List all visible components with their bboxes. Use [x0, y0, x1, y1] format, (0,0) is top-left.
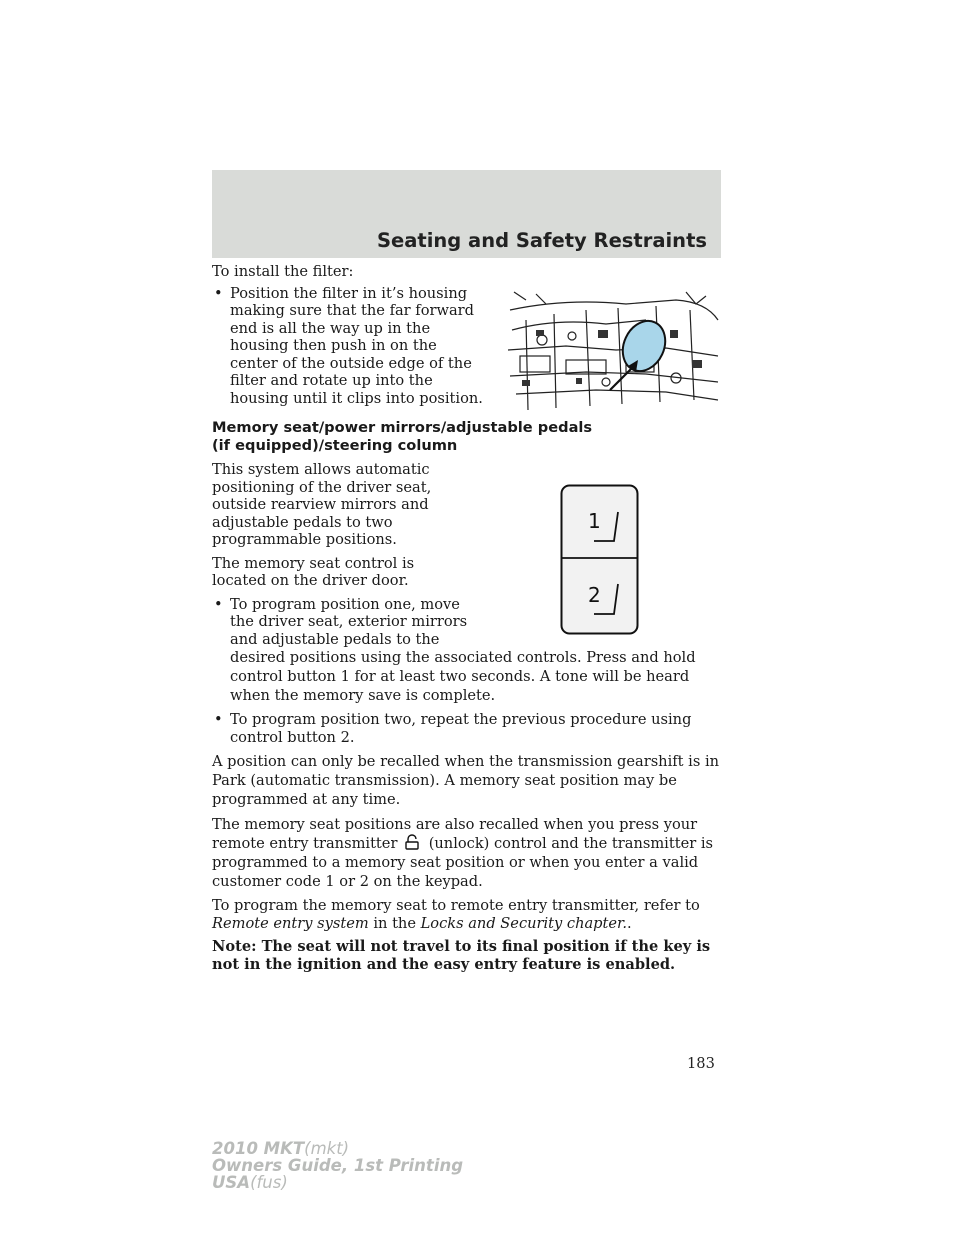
- locks-security-reference: Locks and Security chapter.: [420, 914, 628, 932]
- svg-text:1: 1: [588, 509, 601, 533]
- easy-entry-note: Note: The seat will not travel to its final position if the key is not in the ignition and the easy entry feature is enabled.: [212, 938, 711, 973]
- memory-intro: This system allows automatic positioning of the driver seat, outside rearview mirrors and adjustable pedals to two programmable positions.: [212, 461, 432, 548]
- filter-intro: To install the filter:: [212, 263, 354, 280]
- chapter-title: Seating and Safety Restraints: [376, 229, 707, 252]
- chapter-header: [212, 170, 721, 258]
- program-position-one: • To program position one, move the driver seat, exterior mirrors and adjustable pedals to the: [212, 596, 722, 649]
- memory-location: The memory seat control is located on the driver door.: [212, 554, 415, 589]
- remote-recall: The memory seat positions are also recalled when you press your remote entry transmitter (unlock) control and the transmitter is programmed to a memory seat position or when you enter a valid customer code 1 or 2 on the keypad.: [212, 816, 713, 890]
- remote-entry-reference: Remote entry system: [212, 914, 369, 932]
- filter-step: • Position the filter in it’s housing making sure that the far forward end is all the way up in the housing then push in on the center of the outside edge of the filter and rotate up into the housing until it clips into position.: [212, 285, 488, 408]
- remote-programming: To program the memory seat to remote entry transmitter, refer to Remote entry system in the Locks and Security chapter..: [212, 897, 700, 932]
- footer-imprint: 2010 MKT(mkt) Owners Guide, 1st Printing USA(fus): [212, 1139, 464, 1192]
- svg-text:2: 2: [588, 583, 601, 607]
- unlock-icon: [404, 834, 420, 850]
- page-number: 183: [687, 1055, 715, 1072]
- program-position-two: • To program position two, repeat the previous procedure using control button 2.: [212, 711, 722, 746]
- section-heading: Memory seat/power mirrors/adjustable pedals (if equipped)/steering column: [212, 419, 593, 454]
- program-position-one-cont: desired positions using the associated controls. Press and hold control button 1 for at least two seconds. A tone will be heard when the memory save is complete.: [230, 649, 696, 704]
- recall-condition: A position can only be recalled when the transmission gearshift is in Park (automatic transmission). A memory seat position may be programmed at any time.: [212, 753, 720, 808]
- page-content: [212, 263, 722, 973]
